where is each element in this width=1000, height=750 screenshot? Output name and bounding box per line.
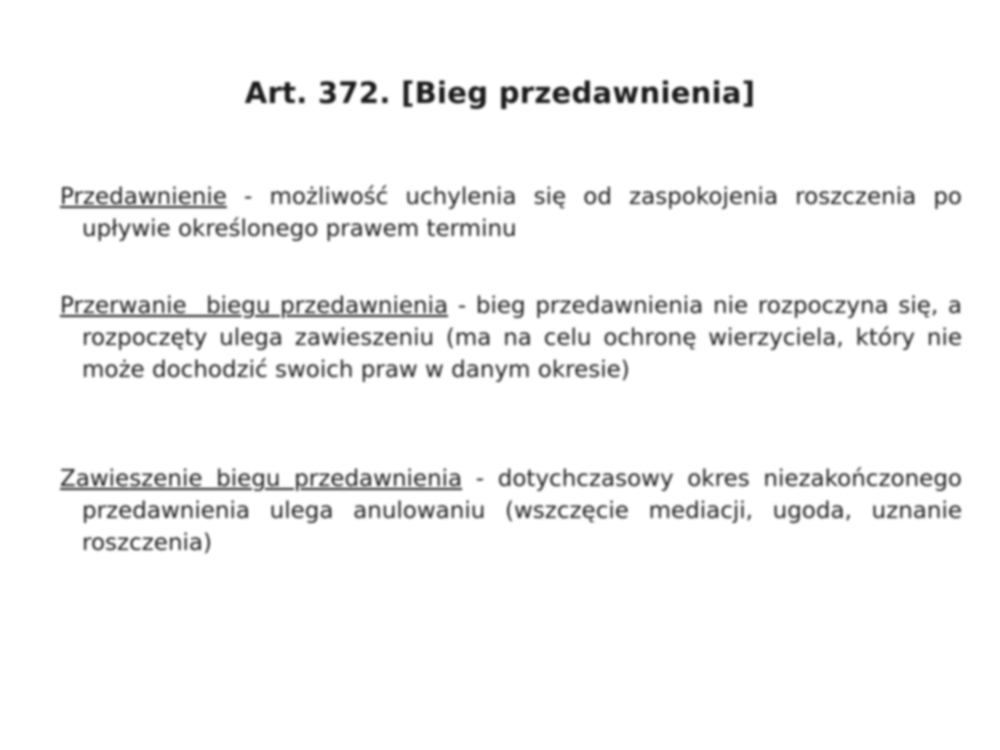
slide-title: Art. 372. [Bieg przedawnienia] [244, 76, 756, 110]
definition-text: - możliwość uchylenia się od zaspokojenia roszczenia po upływie określonego prawem terminu [82, 184, 962, 242]
definition-zawieszenie [60, 463, 962, 559]
definition-text: - bieg przedawnienia nie rozpoczyna się, a rozpoczęty ulega zawieszeniu (ma na celu ochronę wierzyciela, który nie może dochodzić swoich praw w danym okresie) [82, 293, 962, 383]
term: Zawieszenie biegu przedawnienia [60, 466, 463, 492]
term: Przedawnienie [60, 184, 227, 210]
definition-przedawnienie [60, 181, 962, 245]
definition-przerwanie [60, 290, 962, 386]
definition-text: - dotychczasowy okres niezakończonego przedawnienia ulega anulowaniu (wszczęcie mediacji, ugoda, uznanie roszczenia) [82, 466, 962, 556]
term: Przerwanie biegu przedawnienia [60, 293, 449, 319]
